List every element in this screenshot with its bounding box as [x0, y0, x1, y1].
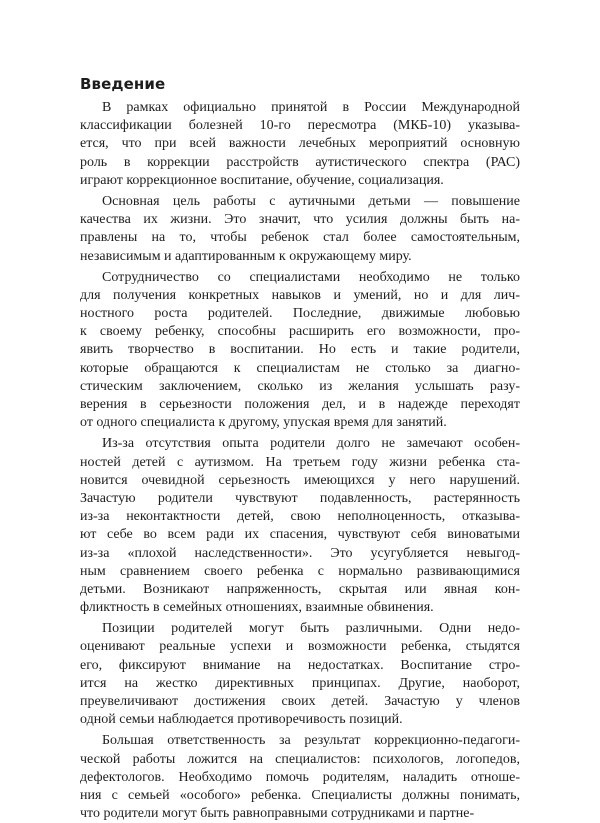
text-line: что родители могут быть равноправными сотрудниками и партне- — [80, 806, 475, 822]
text-line: ческой работы ложится на специалистов: психологов, логопедов, — [80, 751, 520, 767]
text-line: к своему ребенку, способны расширить его возможности, про- — [80, 324, 520, 340]
text-line: играют коррекционное воспитание, обучение, социализация. — [80, 172, 444, 188]
text-line: от одного специалиста к другому, упуская время для занятий. — [80, 415, 447, 431]
text-line: правлены на то, чтобы ребенок стал более самостоятельным, — [80, 230, 520, 246]
text-line: В рамках официально принятой в России Международной — [102, 100, 520, 115]
text-line: Позиции родителей могут быть различными. Одни недо- — [102, 621, 520, 637]
text-line: стическим заключением, сколько из желания услышать разу- — [80, 378, 520, 394]
paragraph — [80, 435, 520, 617]
text-line: роль в коррекции расстройств аутистического спектра (РАС) — [80, 154, 520, 170]
paragraph — [80, 269, 520, 433]
text-line: ится на жестко директивных принципах. Другие, наоборот, — [80, 675, 520, 691]
text-line: явить творчество в воспитании. Но есть и такие родители, — [80, 342, 520, 358]
text-line: детьми. Возникают напряженность, скрытая или явная кон- — [80, 581, 520, 597]
text-line: ным сравнением своего ребенка с нормально развивающимися — [80, 563, 520, 579]
text-line: для получения конкретных навыков и умений, но и для лич- — [80, 287, 520, 303]
text-line: качества их жизни. Это значит, что усилия должны быть на- — [80, 212, 520, 228]
text-line: верения в серьезности положения дел, и в надежде переходят — [80, 397, 520, 412]
text-line: новится очевидной серьезность имеющихся у него нарушений. — [80, 472, 520, 488]
text-line: ют себе во всем ради их спасения, чувствуют себя виноватыми — [80, 527, 520, 543]
text-line: которые обращаются к специалистам не столько за диагно- — [80, 360, 520, 376]
text-line: дефектологов. Необходимо помочь родителям, наладить отноше- — [80, 769, 520, 785]
text-line: фликтность в семейных отношениях, взаимные обвинения. — [80, 600, 434, 616]
text-line: оценивают реальные успехи и возможности ребенка, стыдятся — [80, 639, 520, 655]
text-line: преувеличивают достижения своих детей. Зачастую у членов — [80, 694, 520, 709]
text-line: Зачастую родители чувствуют подавленность, растерянность — [80, 490, 520, 506]
text-line: ностей детей с аутизмом. На третьем году жизни ребенка ста- — [80, 454, 520, 470]
text-line: ется, что при всей важности лечебных мероприятий основную — [80, 136, 520, 152]
text-line: Основная цель работы с аутичными детьми — повышение — [102, 193, 520, 209]
text-line: одной семьи наблюдается противоречивость позиций. — [80, 712, 403, 728]
text-line: ностного роста родителей. Последние, движимые любовью — [80, 306, 520, 322]
text-line: Сотрудничество со специалистами необходимо не только — [102, 269, 520, 285]
text-line: Большая ответственность за результат коррекционно-педагоги- — [102, 733, 520, 749]
text-line: независимым и адаптированным к окружающему миру. — [80, 248, 412, 264]
paragraph — [80, 732, 520, 823]
section-heading: Введение — [80, 75, 166, 93]
text-line: из-за «плохой наследственности». Это усугубляется невыгод- — [80, 545, 520, 561]
text-line: из-за неконтактности детей, свою неполноценность, отказыва- — [80, 509, 520, 525]
paragraph — [80, 193, 520, 266]
text-line: классификации болезней 10-го пересмотра (МКБ-10) указыва- — [80, 118, 520, 134]
text-line: ния с семьей «особого» ребенка. Специалисты должны понимать, — [80, 787, 520, 803]
text-line: Из-за отсутствия опыта родители долго не замечают особен- — [102, 436, 520, 452]
body-text — [80, 99, 520, 823]
paragraph — [80, 99, 520, 190]
paragraph — [80, 620, 520, 729]
text-line: его, фиксируют внимание на недостатках. Воспитание стро- — [80, 657, 520, 673]
